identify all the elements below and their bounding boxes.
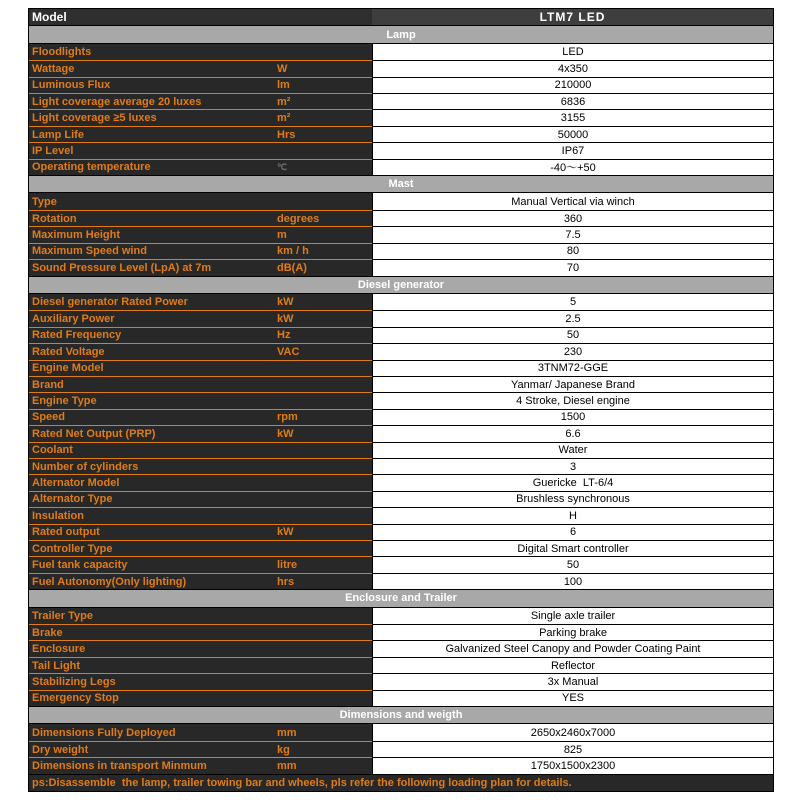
- spec-table: [28, 8, 774, 792]
- spec-unit: [277, 458, 372, 474]
- spec-row-auxiliary-power: [29, 310, 773, 326]
- spec-row-floodlights: [29, 44, 773, 60]
- spec-label: Fuel tank capacity: [29, 556, 277, 572]
- spec-row-fuel-tank-capacity: [29, 556, 773, 572]
- spec-label: Operating temperature: [29, 159, 277, 175]
- spec-value: Water: [372, 442, 773, 458]
- spec-row-alternator-model: [29, 474, 773, 490]
- spec-label: Trailer Type: [29, 608, 277, 624]
- section-header-diesel-generator: Diesel generator: [29, 276, 773, 294]
- spec-label: Number of cylinders: [29, 458, 277, 474]
- spec-row-engine-type: [29, 392, 773, 408]
- spec-label: Light coverage average 20 luxes: [29, 93, 277, 109]
- spec-row-engine-model: [29, 360, 773, 376]
- spec-unit: degrees: [277, 210, 372, 226]
- spec-value: 3155: [372, 109, 773, 125]
- spec-unit: ℃: [277, 159, 372, 175]
- spec-value: Digital Smart controller: [372, 540, 773, 556]
- spec-unit: Hz: [277, 327, 372, 343]
- spec-value: LED: [372, 44, 773, 60]
- spec-value: 1500: [372, 409, 773, 425]
- spec-row-emergency-stop: [29, 690, 773, 706]
- spec-label: Rated Frequency: [29, 327, 277, 343]
- spec-label: Rated output: [29, 524, 277, 540]
- spec-value: 6.6: [372, 425, 773, 441]
- spec-row-luminous-flux: [29, 77, 773, 93]
- spec-unit: [277, 442, 372, 458]
- spec-row-ip-level: [29, 142, 773, 158]
- spec-unit: kW: [277, 294, 372, 310]
- spec-row-coolant: [29, 442, 773, 458]
- spec-label: Maximum Speed wind: [29, 243, 277, 259]
- spec-row-light-coverage-average-20-luxes: [29, 93, 773, 109]
- spec-row-number-of-cylinders: [29, 458, 773, 474]
- spec-unit: [277, 193, 372, 209]
- spec-unit: VAC: [277, 343, 372, 359]
- spec-label: Dry weight: [29, 741, 277, 757]
- spec-value: 50000: [372, 126, 773, 142]
- spec-value: Brushless synchronous: [372, 491, 773, 507]
- model-header-value: LTM7 LED: [372, 9, 773, 25]
- spec-value: 3: [372, 458, 773, 474]
- spec-label: Luminous Flux: [29, 77, 277, 93]
- spec-value: 3x Manual: [372, 673, 773, 689]
- spec-row-enclosure: [29, 640, 773, 656]
- spec-unit: kW: [277, 425, 372, 441]
- spec-value: 80: [372, 243, 773, 259]
- spec-row-sound-pressure-level-lpa-at-7m: [29, 259, 773, 275]
- spec-value: 360: [372, 210, 773, 226]
- spec-unit: mm: [277, 724, 372, 740]
- spec-label: Tail Light: [29, 657, 277, 673]
- spec-value: YES: [372, 690, 773, 706]
- spec-row-brake: [29, 624, 773, 640]
- spec-unit: [277, 624, 372, 640]
- spec-row-rated-output: [29, 524, 773, 540]
- spec-row-light-coverage-5-luxes: [29, 109, 773, 125]
- spec-label: IP Level: [29, 142, 277, 158]
- spec-label: Diesel generator Rated Power: [29, 294, 277, 310]
- spec-value: 50: [372, 327, 773, 343]
- spec-unit: rpm: [277, 409, 372, 425]
- spec-row-controller-type: [29, 540, 773, 556]
- footnote: ps:Disassemble the lamp, trailer towing bar and wheels, pls refer the following loading plan for details.: [29, 774, 773, 791]
- spec-label: Light coverage ≥5 luxes: [29, 109, 277, 125]
- spec-unit: [277, 640, 372, 656]
- spec-label: Sound Pressure Level (LpA) at 7m: [29, 259, 277, 275]
- spec-value: 1750x1500x2300: [372, 757, 773, 773]
- spec-row-dry-weight: [29, 741, 773, 757]
- spec-unit: [277, 360, 372, 376]
- spec-value: 70: [372, 259, 773, 275]
- spec-value: 4 Stroke, Diesel engine: [372, 392, 773, 408]
- spec-row-fuel-autonomy-only-lighting: [29, 573, 773, 589]
- spec-row-stabilizing-legs: [29, 673, 773, 689]
- spec-value: 6: [372, 524, 773, 540]
- spec-value: 50: [372, 556, 773, 572]
- spec-unit: litre: [277, 556, 372, 572]
- model-header-row: [29, 9, 773, 25]
- spec-value: 210000: [372, 77, 773, 93]
- spec-label: Dimensions in transport Minmum: [29, 757, 277, 773]
- spec-unit: [277, 657, 372, 673]
- spec-value: 2650x2460x7000: [372, 724, 773, 740]
- spec-unit: [277, 507, 372, 523]
- spec-value: 5: [372, 294, 773, 310]
- spec-unit: [277, 673, 372, 689]
- spec-unit: [277, 491, 372, 507]
- spec-row-dimensions-fully-deployed: [29, 724, 773, 740]
- spec-value: 4x350: [372, 60, 773, 76]
- spec-unit: [277, 376, 372, 392]
- spec-unit: m²: [277, 93, 372, 109]
- spec-value: 230: [372, 343, 773, 359]
- section-header-lamp: Lamp: [29, 25, 773, 43]
- spec-unit: km / h: [277, 243, 372, 259]
- spec-label: Rated Net Output (PRP): [29, 425, 277, 441]
- spec-label: Brand: [29, 376, 277, 392]
- spec-row-rated-frequency: [29, 327, 773, 343]
- spec-row-operating-temperature: [29, 159, 773, 175]
- spec-value: Guericke LT-6/4: [372, 474, 773, 490]
- spec-label: Alternator Type: [29, 491, 277, 507]
- spec-row-dimensions-in-transport-minmum: [29, 757, 773, 773]
- spec-row-alternator-type: [29, 491, 773, 507]
- spec-value: 2.5: [372, 310, 773, 326]
- spec-unit: m: [277, 226, 372, 242]
- spec-row-wattage: [29, 60, 773, 76]
- spec-label: Controller Type: [29, 540, 277, 556]
- spec-label: Lamp Life: [29, 126, 277, 142]
- spec-value: Manual Vertical via winch: [372, 193, 773, 209]
- spec-label: Engine Model: [29, 360, 277, 376]
- spec-row-insulation: [29, 507, 773, 523]
- spec-unit: mm: [277, 757, 372, 773]
- spec-unit: dB(A): [277, 259, 372, 275]
- spec-label: Alternator Model: [29, 474, 277, 490]
- spec-value: 7.5: [372, 226, 773, 242]
- spec-unit: kg: [277, 741, 372, 757]
- spec-value: IP67: [372, 142, 773, 158]
- spec-row-type: [29, 193, 773, 209]
- spec-unit: [277, 44, 372, 60]
- spec-label: Dimensions Fully Deployed: [29, 724, 277, 740]
- spec-label: Type: [29, 193, 277, 209]
- spec-row-rotation: [29, 210, 773, 226]
- spec-value: Single axle trailer: [372, 608, 773, 624]
- spec-row-trailer-type: [29, 608, 773, 624]
- spec-value: Reflector: [372, 657, 773, 673]
- spec-unit: [277, 474, 372, 490]
- spec-label: Speed: [29, 409, 277, 425]
- spec-label: Fuel Autonomy(Only lighting): [29, 573, 277, 589]
- spec-label: Coolant: [29, 442, 277, 458]
- spec-label: Rotation: [29, 210, 277, 226]
- spec-unit: [277, 608, 372, 624]
- spec-row-rated-net-output-prp: [29, 425, 773, 441]
- spec-value: 825: [372, 741, 773, 757]
- spec-unit: W: [277, 60, 372, 76]
- spec-unit: [277, 392, 372, 408]
- spec-unit: hrs: [277, 573, 372, 589]
- spec-label: Insulation: [29, 507, 277, 523]
- model-header-label: Model: [32, 10, 67, 25]
- spec-value: 100: [372, 573, 773, 589]
- spec-unit: Hrs: [277, 126, 372, 142]
- spec-label: Floodlights: [29, 44, 277, 60]
- section-header-enclosure-and-trailer: Enclosure and Trailer: [29, 589, 773, 607]
- spec-row-diesel-generator-rated-power: [29, 294, 773, 310]
- section-header-mast: Mast: [29, 175, 773, 193]
- spec-row-brand: [29, 376, 773, 392]
- spec-row-rated-voltage: [29, 343, 773, 359]
- spec-unit: [277, 690, 372, 706]
- spec-label: Engine Type: [29, 392, 277, 408]
- spec-unit: lm: [277, 77, 372, 93]
- spec-row-tail-light: [29, 657, 773, 673]
- spec-unit: m²: [277, 109, 372, 125]
- spec-label: Emergency Stop: [29, 690, 277, 706]
- spec-value: 3TNM72-GGE: [372, 360, 773, 376]
- spec-unit: kW: [277, 310, 372, 326]
- spec-value: Yanmar/ Japanese Brand: [372, 376, 773, 392]
- spec-label: Maximum Height: [29, 226, 277, 242]
- spec-value: -40～+50: [372, 159, 773, 175]
- spec-row-maximum-height: [29, 226, 773, 242]
- spec-label: Wattage: [29, 60, 277, 76]
- section-header-dimensions-and-weigth: Dimensions and weigth: [29, 706, 773, 724]
- spec-unit: kW: [277, 524, 372, 540]
- spec-label: Stabilizing Legs: [29, 673, 277, 689]
- spec-value: Parking brake: [372, 624, 773, 640]
- spec-row-speed: [29, 409, 773, 425]
- spec-value: 6836: [372, 93, 773, 109]
- spec-row-maximum-speed-wind: [29, 243, 773, 259]
- spec-label: Rated Voltage: [29, 343, 277, 359]
- spec-value: H: [372, 507, 773, 523]
- spec-label: Brake: [29, 624, 277, 640]
- spec-label: Auxiliary Power: [29, 310, 277, 326]
- spec-label: Enclosure: [29, 640, 277, 656]
- spec-value: Galvanized Steel Canopy and Powder Coating Paint: [372, 640, 773, 656]
- spec-unit: [277, 142, 372, 158]
- spec-unit: [277, 540, 372, 556]
- spec-row-lamp-life: [29, 126, 773, 142]
